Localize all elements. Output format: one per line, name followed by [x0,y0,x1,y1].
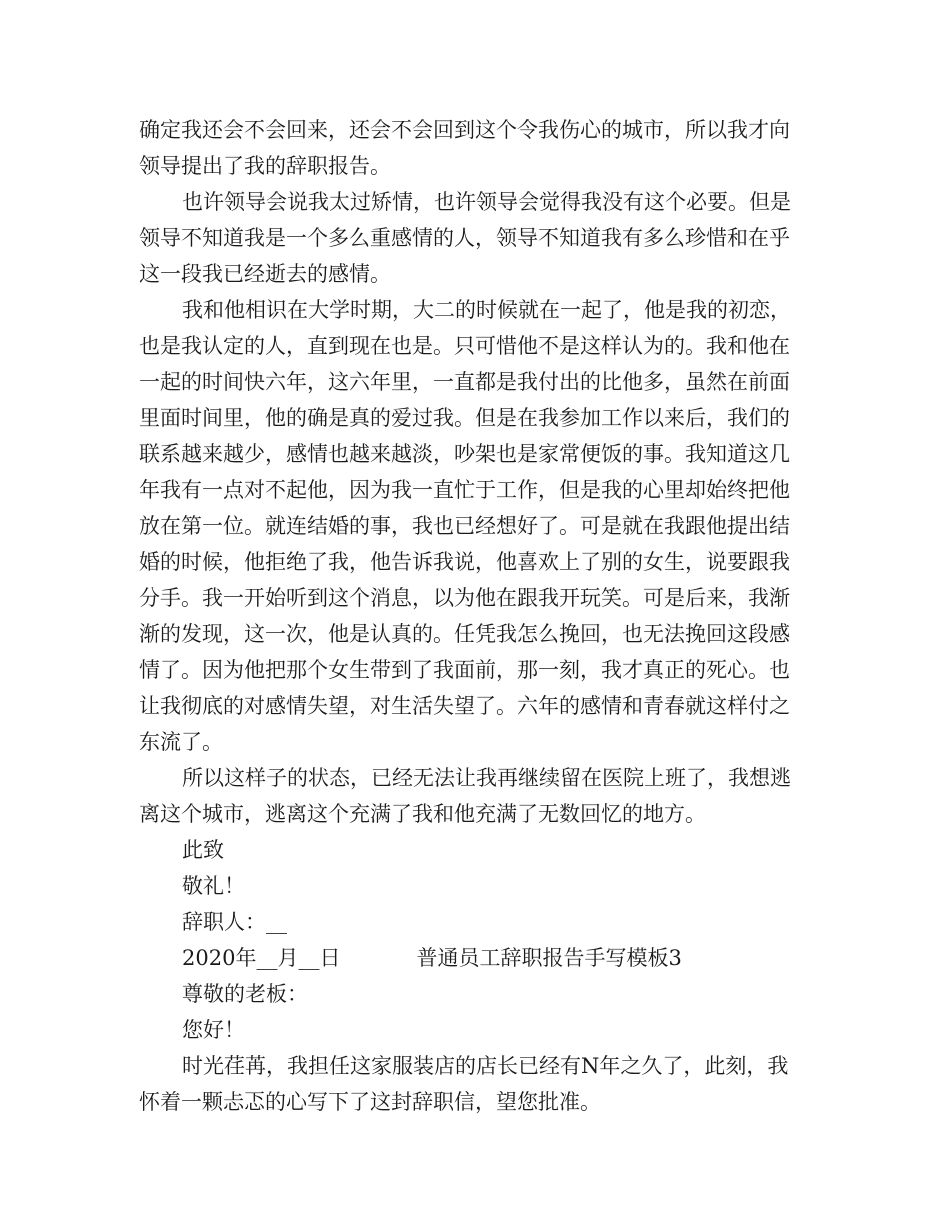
greeting-line: 尊敬的老板： [182,982,308,1006]
text-line: 联系越来越少，感情也越来越淡，吵架也是家常便饭的事。我知道这几 [139,442,790,466]
greeting-line: 您好！ [182,1018,245,1042]
letter-body [139,112,819,1120]
date-text: 2020年__月__日 [182,946,341,970]
text-line: 放在第一位。就连结婚的事，我也已经想好了。可是就在我跟他提出结 [139,514,790,538]
text-line: 里面时间里，他的确是真的爱过我。但是在我参加工作以来后，我们的 [139,406,790,430]
text-line: 分手。我一开始听到这个消息，以为他在跟我开玩笑。可是后来，我渐 [139,586,790,610]
text-line: 让我彻底的对感情失望，对生活失望了。六年的感情和青春就这样付之 [139,694,790,718]
text-line: 婚的时候，他拒绝了我，他告诉我说，他喜欢上了别的女生，说要跟我 [139,550,790,574]
text-line: 年我有一点对不起他，因为我一直忙于工作，但是我的心里却始终把他 [139,478,790,502]
date-and-heading-line [139,940,819,976]
paragraph-start-line: 也许领导会说我太过矫情，也许领导会觉得我没有这个必要。但是 [182,190,791,214]
text-line: 这一段我已经逝去的感情。 [139,262,391,286]
paragraph-start-line: 时光荏苒，我担任这家服装店的店长已经有N年之久了，此刻，我 [182,1054,789,1078]
text-line: 领导提出了我的辞职报告。 [139,154,391,178]
text-line: 确定我还会不会回来，还会不会回到这个令我伤心的城市，所以我才向 [139,118,790,142]
text-line: 也是我认定的人，直到现在也是。只可惜他不是这样认为的。我和他在 [139,334,790,358]
text-line: 怀着一颗忐忑的心写下了这封辞职信，望您批准。 [139,1090,601,1114]
paragraph-start-line: 所以这样子的状态，已经无法让我再继续留在医院上班了，我想逃 [182,766,791,790]
text-line: 东流了。 [139,730,223,754]
salutation-line: 敬礼！ [182,874,245,898]
closing-line: 此致 [182,838,224,862]
text-line: 一起的时间快六年，这六年里，一直都是我付出的比他多，虽然在前面 [139,370,790,394]
signature-line: 辞职人：__ [182,910,287,934]
section-heading: 普通员工辞职报告手写模板3 [416,946,682,970]
text-line: 离这个城市，逃离这个充满了我和他充满了无数回忆的地方。 [139,802,706,826]
text-line: 渐的发现，这一次，他是认真的。任凭我怎么挽回，也无法挽回这段感 [139,622,790,646]
text-line: 情了。因为他把那个女生带到了我面前，那一刻，我才真正的死心。也 [139,658,790,682]
text-line: 领导不知道我是一个多么重感情的人，领导不知道我有多么珍惜和在乎 [139,226,790,250]
paragraph-start-line: 我和他相识在大学时期，大二的时候就在一起了，他是我的初恋， [182,298,791,322]
